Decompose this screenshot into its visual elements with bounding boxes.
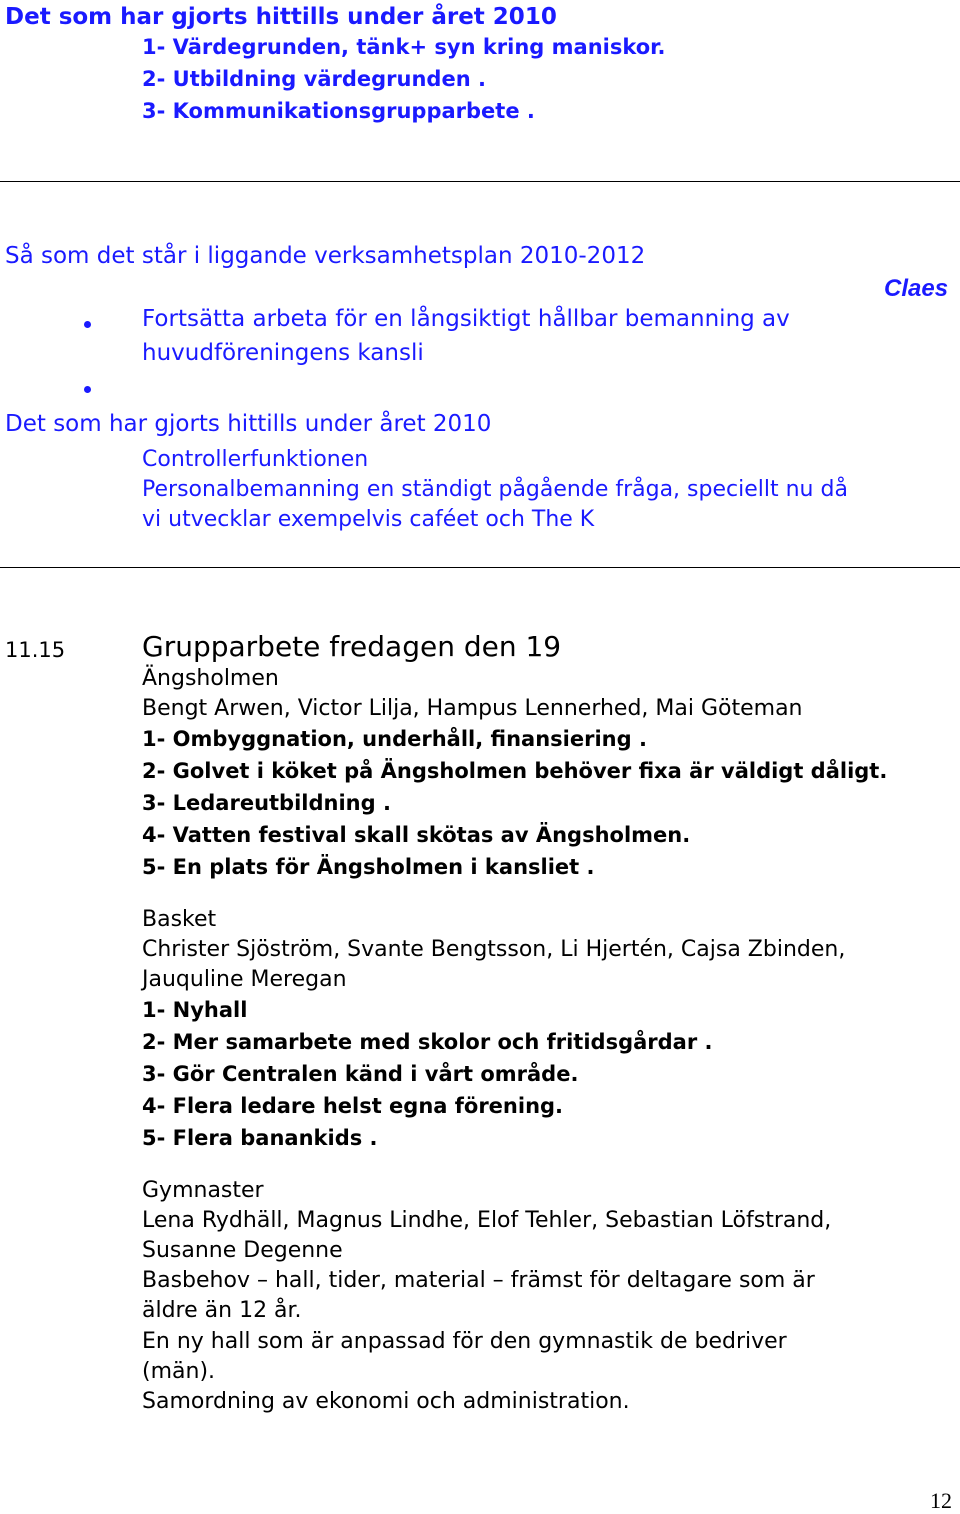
group3-line-6: (män). xyxy=(142,1359,216,1384)
group3-line-4: äldre än 12 år. xyxy=(142,1298,302,1323)
session-time: 11.15 xyxy=(5,638,66,662)
bullet-text-line1: Fortsätta arbeta för en långsiktigt hållbar bemanning av xyxy=(142,306,790,332)
group3-name: Gymnaster xyxy=(142,1178,264,1203)
group1-members: Bengt Arwen, Victor Lilja, Hampus Lennerhed, Mai Göteman xyxy=(142,696,803,721)
group1-item-5: 5- En plats för Ängsholmen i kansliet . xyxy=(142,855,595,879)
section2-line3: vi utvecklar exempelvis caféet och The K xyxy=(142,507,595,532)
group2-members-line2: Jauquline Meregan xyxy=(142,967,347,992)
group1-item-3: 3- Ledareutbildning . xyxy=(142,791,391,815)
section1-item-1: 1- Värdegrunden, tänk+ syn kring maniskor. xyxy=(142,35,666,59)
group1-item-1: 1- Ombyggnation, underhåll, finansiering . xyxy=(142,727,647,751)
author-name: Claes xyxy=(884,275,949,302)
divider-2 xyxy=(0,567,960,568)
group2-item-5: 5- Flera banankids . xyxy=(142,1126,378,1150)
section2-line1: Controllerfunktionen xyxy=(142,447,369,472)
group3-line-7: Samordning av ekonomi och administration. xyxy=(142,1389,630,1414)
bullet-icon xyxy=(84,386,91,393)
divider-1 xyxy=(0,181,960,182)
group2-item-2: 2- Mer samarbete med skolor och fritidsgårdar . xyxy=(142,1030,713,1054)
group2-item-4: 4- Flera ledare helst egna förening. xyxy=(142,1094,564,1118)
section1-item-3: 3- Kommunikationsgrupparbete . xyxy=(142,99,535,123)
bullet-icon xyxy=(84,321,91,328)
section1-heading: Det som har gjorts hittills under året 2010 xyxy=(5,4,557,30)
group3-line-2: Susanne Degenne xyxy=(142,1238,343,1263)
section2-line2: Personalbemanning en ständigt pågående fråga, speciellt nu då xyxy=(142,477,848,502)
group2-item-1: 1- Nyhall xyxy=(142,998,248,1022)
group2-name: Basket xyxy=(142,907,217,932)
group2-item-3: 3- Gör Centralen känd i vårt område. xyxy=(142,1062,579,1086)
group3-line-1: Lena Rydhäll, Magnus Lindhe, Elof Tehler, Sebastian Löfstrand, xyxy=(142,1208,832,1233)
group3-line-5: En ny hall som är anpassad för den gymnastik de bedriver xyxy=(142,1329,787,1354)
section2-subheading: Det som har gjorts hittills under året 2010 xyxy=(5,411,492,437)
page-number: 12 xyxy=(930,1488,952,1513)
section2-heading: Så som det står i liggande verksamhetsplan 2010-2012 xyxy=(5,243,646,269)
session-title: Grupparbete fredagen den 19 xyxy=(142,630,562,663)
group2-members-line1: Christer Sjöström, Svante Bengtsson, Li Hjertén, Cajsa Zbinden, xyxy=(142,937,846,962)
group1-name: Ängsholmen xyxy=(142,666,279,691)
section1-item-2: 2- Utbildning värdegrunden . xyxy=(142,67,486,91)
bullet-text-line2: huvudföreningens kansli xyxy=(142,340,424,366)
group1-item-4: 4- Vatten festival skall skötas av Ängsholmen. xyxy=(142,823,691,847)
group1-item-2: 2- Golvet i köket på Ängsholmen behöver fixa är väldigt dåligt. xyxy=(142,759,888,783)
group3-line-3: Basbehov – hall, tider, material – främst för deltagare som är xyxy=(142,1268,815,1293)
